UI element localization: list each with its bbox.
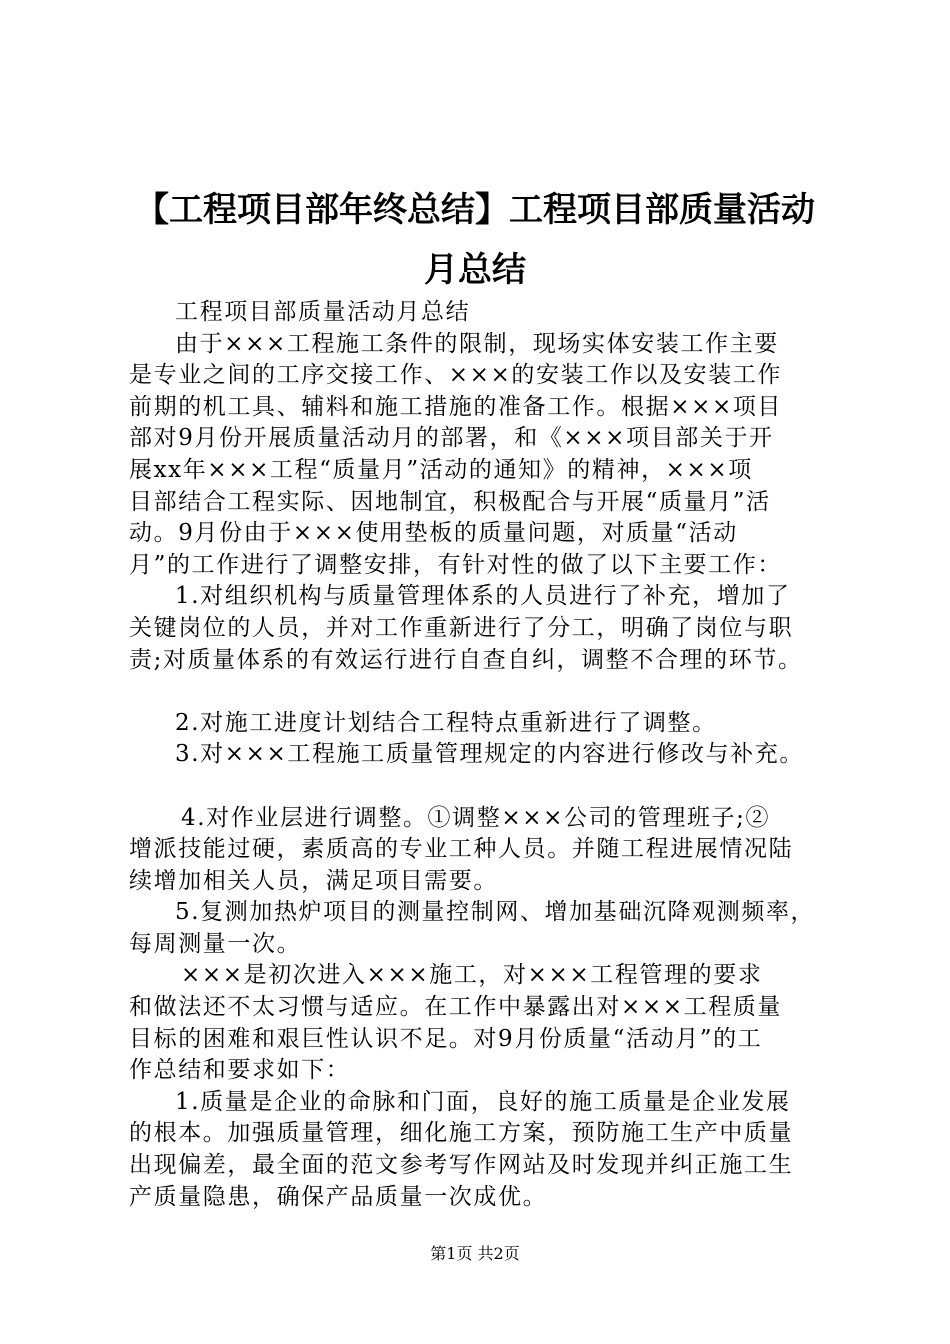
subtitle-line: 工程项目部质量活动月总结 [175, 299, 471, 325]
paragraph-line: ×××是初次进入×××施工，对×××工程管理的要求 [181, 962, 763, 989]
document-body [129, 297, 844, 1213]
paragraph-line: 作总结和要求如下： [129, 1057, 351, 1084]
paragraph-line: 展xx年×××工程“质量月”活动的通知》的精神，×××项 [129, 456, 753, 483]
list-item-line: 5.复测加热炉项目的测量控制网、增加基础沉降观测频率， [175, 899, 816, 926]
paragraph-line: 目标的困难和艰巨性认识不足。对9月份质量“活动月”的工 [129, 1025, 763, 1052]
paragraph-line: 是专业之间的工序交接工作、×××的安装工作以及安装工作 [129, 362, 783, 389]
paragraph-line: 动。9月份由于×××使用垫板的质量问题，对质量“活动 [129, 520, 738, 547]
paragraph-line: 月”的工作进行了调整安排，有针对性的做了以下主要工作： [129, 551, 782, 578]
list-item-line: 产质量隐患，确保产品质量一次成优。 [129, 1183, 548, 1210]
list-item-line: 增派技能过硬，素质高的专业工种人员。并随工程进展情况陆 [129, 836, 794, 863]
list-item-line: 4.对作业层进行调整。①调整×××公司的管理班子;② [181, 804, 771, 831]
list-item-line: 责;对质量体系的有效运行进行自查自纠，调整不合理的环节。 [129, 646, 803, 673]
list-item-line: 3.对×××工程施工质量管理规定的内容进行修改与补充。 [175, 741, 804, 768]
paragraph-line: 由于×××工程施工条件的限制，现场实体安装工作主要 [175, 330, 779, 357]
list-item-line: 1.质量是企业的命脉和门面，良好的施工质量是企业发展 [175, 1088, 791, 1115]
paragraph-line: 部对9月份开展质量活动月的部署，和《×××项目部关于开 [129, 425, 774, 452]
list-item-line: 1.对组织机构与质量管理体系的人员进行了补充，增加了 [175, 583, 791, 610]
document-title-line-1: 【工程项目部年终总结】工程项目部质量活动 [135, 190, 815, 230]
paragraph-line: 目部结合工程实际、因地制宜，积极配合与开展“质量月”活 [129, 488, 771, 515]
list-item-line: 关键岗位的人员，并对工作重新进行了分工，明确了岗位与职 [129, 614, 794, 641]
paragraph-line: 前期的机工具、辅料和施工措施的准备工作。根据×××项目 [129, 393, 783, 420]
list-item-line: 的根本。加强质量管理，细化施工方案，预防施工生产中质量 [129, 1120, 794, 1147]
paragraph-line: 和做法还不太习惯与适应。在工作中暴露出对×××工程质量 [129, 994, 783, 1021]
document-title-line-2: 月总结 [424, 250, 526, 290]
list-item-line: 续增加相关人员，满足项目需要。 [129, 867, 498, 894]
list-item-line: 2.对施工进度计划结合工程特点重新进行了调整。 [175, 709, 717, 736]
list-item-line: 每周测量一次。 [129, 930, 302, 957]
blank-line [129, 771, 844, 803]
page-number: 第1页 共2页 [430, 1244, 520, 1263]
blank-line [129, 676, 844, 708]
list-item-line: 出现偏差，最全面的范文参考写作网站及时发现并纠正施工生 [129, 1152, 794, 1179]
